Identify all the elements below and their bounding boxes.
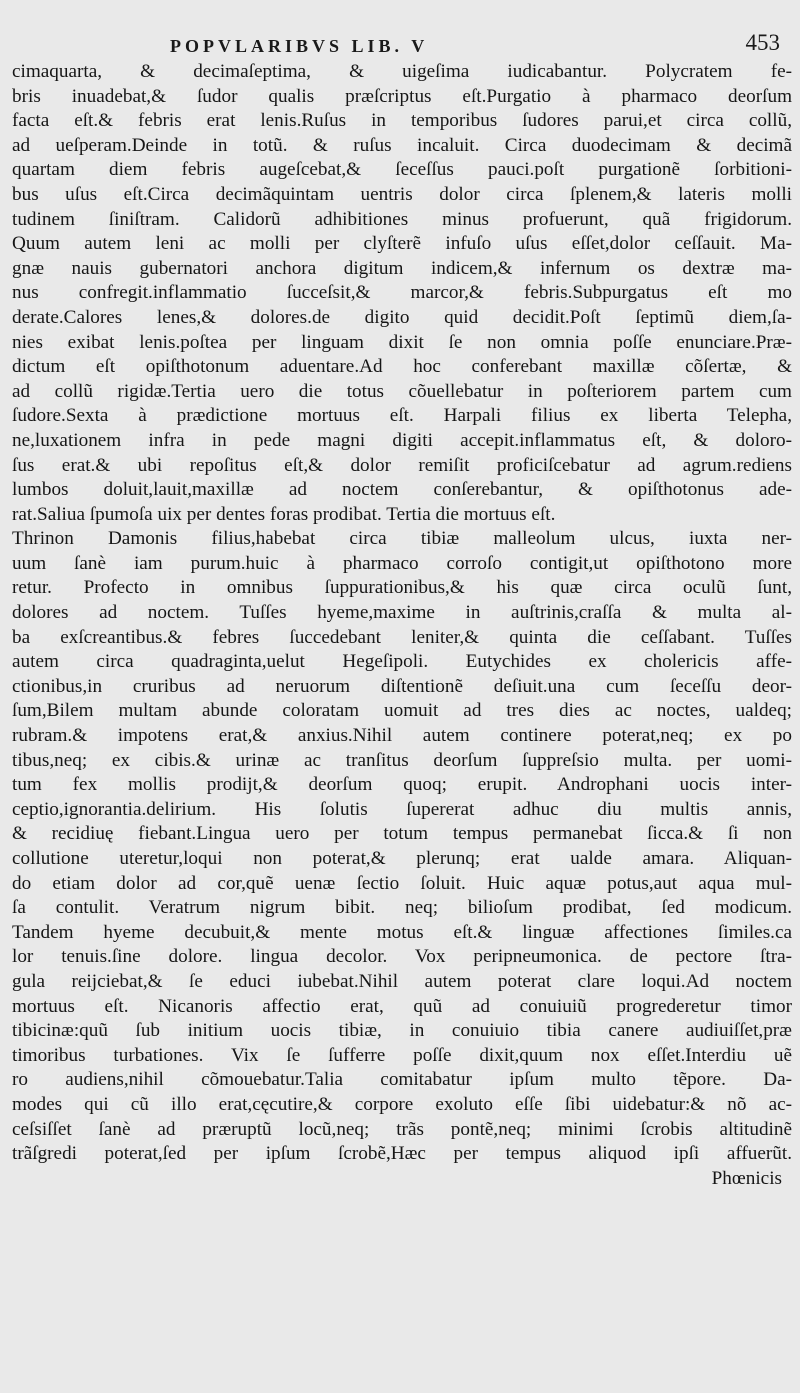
text-line: ſa contulit. Veratrum nigrum bibit. neq; bilioſum prodibat, ſed modicum. xyxy=(12,897,792,919)
text-line: gnæ nauis gubernatori anchora digitum indicem,& infernum os dextræ ma- xyxy=(12,257,792,279)
text-line: rat.Saliua ſpumoſa uix per dentes foras prodibat. Tertia die mortuus eſt. xyxy=(12,503,556,525)
text-line: timoribus turbationes. Vix ſe ſufferre poſſe dixit,quum nox eſſet.Interdiu uẽ xyxy=(12,1044,792,1066)
text-line: ctionibus,in cruribus ad neruorum diſtentionẽ deſiuit.una cum ſeceſſu deor- xyxy=(12,675,792,697)
text-line: modes qui cũ illo erat,cęcutire,& corpore exoluto eſſe ſibi uidebatur:& nõ ac- xyxy=(12,1093,792,1115)
text-line: tibus,neq; ex cibis.& urinæ ac tranſitus deorſum ſuppreſsio multa. per uomi- xyxy=(12,749,792,771)
text-line: facta eſt.& febris erat lenis.Ruſus in temporibus ſudores parui,et circa collũ, xyxy=(12,110,792,132)
text-line: dictum eſt opiſthotonum aduentare.Ad hoc conferebant maxillæ cõſertæ, & xyxy=(12,356,792,378)
text-line: rubram.& impotens erat,& anxius.Nihil autem continere poterat,neq; ex po xyxy=(12,725,792,747)
text-line: tudinem ſiniſtram. Calidorũ adhibitiones minus profuerunt, quã frigidorum. xyxy=(12,208,792,230)
text-line: ro audiens,nihil cõmouebatur.Talia comitabatur ipſum multo tẽpore. Da- xyxy=(12,1069,792,1091)
text-line: collutione uteretur,loqui non poterat,& plerunq; erat ualde amara. Aliquan- xyxy=(12,848,792,869)
text-line: Thrinon Damonis filius,habebat circa tibiæ malleolum ulcus, iuxta ner- xyxy=(12,528,792,550)
text-line: lor tenuis.ſine dolore. lingua decolor. Vox peripneumonica. de pectore ſtra- xyxy=(12,946,792,968)
text-line: tibicinæ:quũ ſub initium uocis tibiæ, in conuiuio tibia canere audiuiſſet,præ xyxy=(12,1020,792,1042)
text-line: trãſgredi poterat,ſed per ipſum ſcrobẽ,Hæc per tempus aliquod ipſi affuerũt. xyxy=(12,1143,792,1165)
text-line: ſus erat.& ubi repoſitus eſt,& dolor remiſit proficiſcebatur ad agrum.rediens xyxy=(12,454,792,476)
page-header xyxy=(0,30,800,60)
text-line: ad ueſperam.Deinde in totũ. & ruſus incaluit. Circa duodecimam & decimã xyxy=(12,134,792,156)
text-line: ſudore.Sexta à prædictione mortuus eſt. Harpali filius ex liberta Telepha, xyxy=(12,405,792,427)
text-line: cimaquarta, & decimaſeptima, & uigeſima iudicabantur. Polycratem fe- xyxy=(12,61,792,82)
text-line: derate.Calores lenes,& dolores.de digito quid decidit.Poſt ſeptimũ diem,ſa- xyxy=(12,306,792,328)
text-line: & recidiuę fiebant.Lingua uero per totum tempus permanebat ſicca.& ſi non xyxy=(12,823,792,845)
text-line: nus confregit.inflammatio ſucceſsit,& marcor,& febris.Subpurgatus eſt mo xyxy=(12,282,792,304)
text-line: bus uſus eſt.Circa decimãquintam uentris dolor circa ſplenem,& lateris molli xyxy=(12,183,792,205)
text-line: ne,luxationem infra in pede magni digiti accepit.inflammatus eſt, & doloro- xyxy=(12,429,792,451)
text-line: gula reijciebat,& ſe educi iubebat.Nihil autem poterat clare loqui.Ad noctem xyxy=(12,970,792,992)
text-line: Tandem hyeme decubuit,& mente motus eſt.& linguæ affectiones ſimiles.ca xyxy=(12,921,792,943)
text-line: autem circa quadraginta,uelut Hegeſipoli. Eutychides ex cholericis affe- xyxy=(12,651,792,673)
text-line: Quum autem leni ac molli per clyſterẽ infuſo uſus eſſet,dolor ceſſauit. Ma- xyxy=(12,233,792,255)
running-head: POPVLARIBVS LIB. V xyxy=(170,36,429,56)
text-line: ſum,Bilem multam abunde coloratam uomuit ad tres dies ac noctes, ualdeq; xyxy=(12,700,792,722)
text-line: uum ſanè iam purum.huic à pharmaco corroſo contigit,ut opiſthotono more xyxy=(12,552,792,574)
body-text xyxy=(12,60,792,1191)
text-line: ceſsiſſet ſanè ad præruptũ locũ,neq; trãs pontẽ,neq; minimi ſcrobis altitudinẽ xyxy=(12,1118,792,1140)
page-number: 453 xyxy=(745,30,780,55)
text-line: ceptio,ignorantia.delirium. His ſolutis ſupererat adhuc diu multis annis, xyxy=(12,798,792,820)
text-line: ba exſcreantibus.& febres ſuccedebant leniter,& quinta die ceſſabant. Tuſſes xyxy=(12,626,792,648)
text-line: Phœnicis xyxy=(711,1167,782,1189)
text-line: lumbos doluit,lauit,maxillæ ad noctem conſerebantur, & opiſthotonus ade- xyxy=(12,479,792,501)
text-line: mortuus eſt. Nicanoris affectio erat, quũ ad conuiuiũ progrederetur timor xyxy=(12,995,792,1017)
text-line: ad collũ rigidæ.Tertia uero die totus cõuellebatur in poſteriorem partem cum xyxy=(12,380,792,402)
text-line: nies exibat lenis.poſtea per linguam dixit ſe non omnia poſſe enunciare.Præ- xyxy=(12,331,792,353)
text-line: retur. Profecto in omnibus ſuppurationibus,& his quæ circa oculũ ſunt, xyxy=(12,577,792,599)
text-line: bris inuadebat,& ſudor qualis præſcriptus eſt.Purgatio à pharmaco deorſum xyxy=(12,85,792,107)
text-line: quartam diem febris augeſcebat,& ſeceſſus pauci.poſt purgationẽ ſorbitioni- xyxy=(12,159,792,181)
text-line: do etiam dolor ad cor,quẽ uenæ ſectio ſoluit. Huic aquæ potus,aut aqua mul- xyxy=(12,872,792,894)
text-line: dolores ad noctem. Tuſſes hyeme,maxime in auſtrinis,craſſa & multa al- xyxy=(12,602,792,624)
text-line: tum fex mollis prodijt,& deorſum quoq; erupit. Androphani uocis inter- xyxy=(12,774,792,796)
